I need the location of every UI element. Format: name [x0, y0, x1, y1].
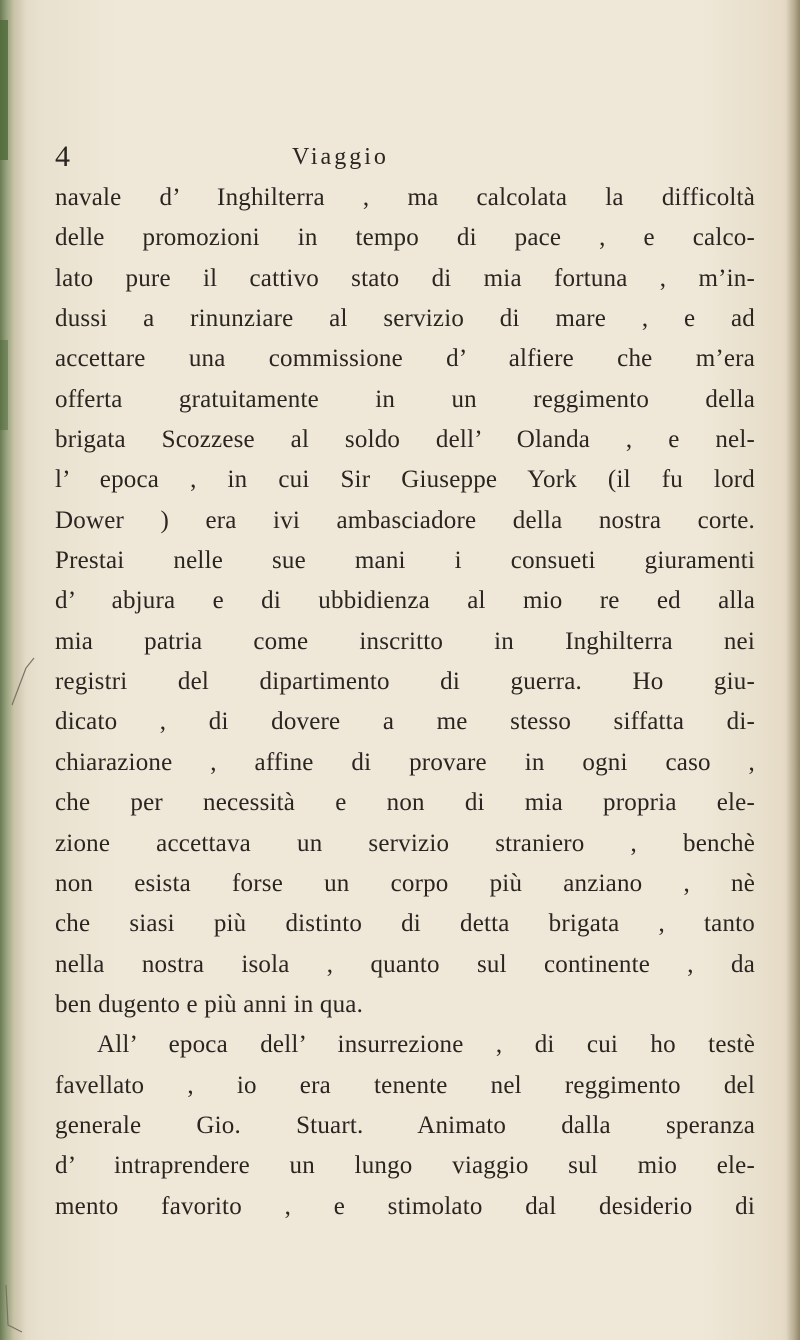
text-line: brigata Scozzese al soldo dell’ Olanda , e nel-	[55, 426, 755, 454]
text-line: d’ intraprendere un lungo viaggio sul mio ele-	[55, 1152, 755, 1180]
text-line: Prestai nelle sue mani i consueti giuramenti	[55, 547, 755, 575]
page-header	[55, 140, 755, 180]
text-line: dicato , di dovere a me stesso siffatta di-	[55, 708, 755, 736]
text-line: accettare una commissione d’ alfiere che m’era	[55, 345, 755, 373]
binding-stain	[0, 20, 8, 160]
pencil-mark	[0, 1280, 30, 1340]
text-line: lato pure il cattivo stato di mia fortuna , m’in-	[55, 264, 755, 292]
text-line: mia patria come inscritto in Inghilterra nei	[55, 627, 755, 655]
text-line: che per necessità e non di mia propria ele-	[55, 789, 755, 817]
page-number: 4	[55, 140, 71, 173]
running-head: Viaggio	[292, 144, 389, 170]
text-line: che siasi più distinto di detta brigata , tanto	[55, 910, 755, 938]
text-line: registri del dipartimento di guerra. Ho giu-	[55, 668, 755, 696]
text-line: offerta gratuitamente in un reggimento della	[55, 385, 755, 413]
text-line: favellato , io era tenente nel reggimento del	[55, 1071, 755, 1099]
text-line: generale Gio. Stuart. Animato dalla speranza	[55, 1111, 755, 1139]
text-line: zione accettava un servizio straniero , benchè	[55, 829, 755, 857]
binding-stain	[0, 340, 8, 430]
text-line: navale d’ Inghilterra , ma calcolata la difficoltà	[55, 184, 755, 211]
text-line: dussi a rinunziare al servizio di mare , e ad	[55, 305, 755, 333]
text-line: chiarazione , affine di provare in ogni caso ,	[55, 748, 755, 776]
text-line: mento favorito , e stimolato dal desiderio di	[55, 1192, 755, 1220]
text-line: d’ abjura e di ubbidienza al mio re ed alla	[55, 587, 755, 615]
page-right-edge	[786, 0, 800, 1340]
text-line: l’ epoca , in cui Sir Giuseppe York (il fu lord	[55, 466, 755, 494]
text-line: ben dugento e più anni in qua.	[55, 990, 364, 1018]
text-line: Dower ) era ivi ambasciadore della nostra corte.	[55, 506, 755, 534]
text-line: nella nostra isola , quanto sul continente , da	[55, 950, 755, 978]
text-line: non esista forse un corpo più anziano , nè	[55, 869, 755, 897]
text-line: All’ epoca dell’ insurrezione , di cui ho testè	[97, 1031, 755, 1059]
body-text	[55, 178, 755, 1227]
text-line: delle promozioni in tempo di pace , e calco-	[55, 224, 755, 252]
